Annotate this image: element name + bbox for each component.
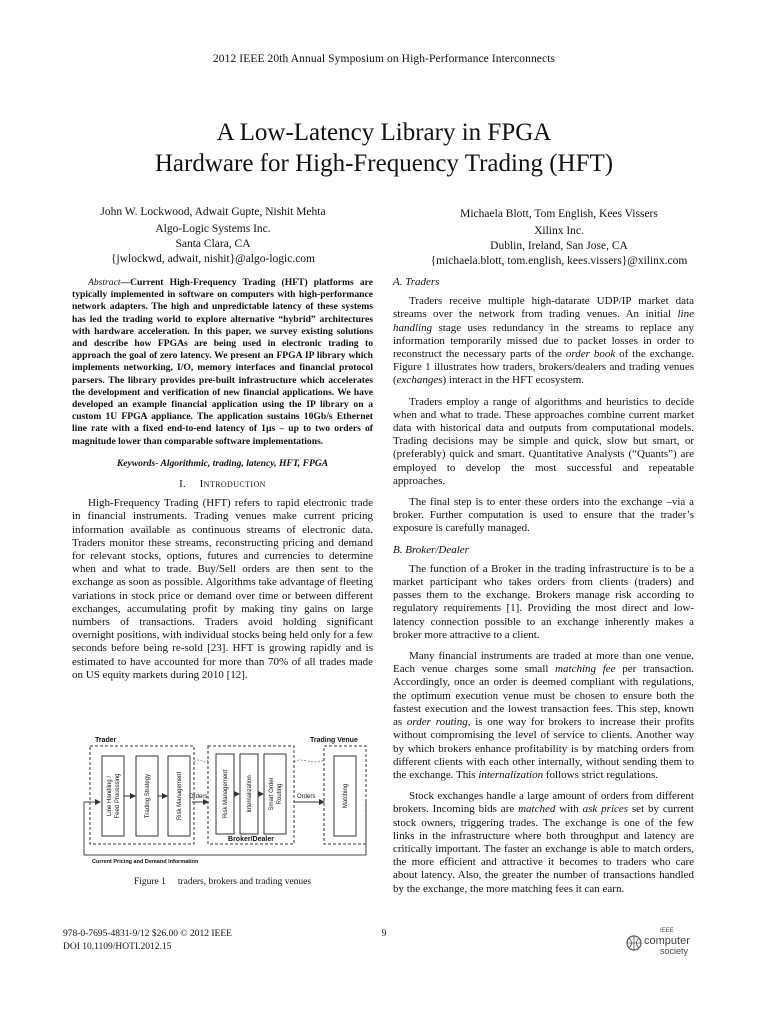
author-names: Michaela Blott, Tom English, Kees Vissers: [460, 208, 658, 220]
paragraph: [393, 295, 694, 387]
keywords: Keywords- Algorithmic, trading, latency, HFT, FPGA: [116, 457, 329, 469]
text-run: ) interact in the HFT ecosystem.: [442, 374, 585, 387]
author-email: {michaela.blott, tom.english, kees.vissers}@xilinx.com: [430, 255, 688, 267]
author-location: Santa Clara, CA: [175, 238, 251, 250]
title-line-2: Hardware for High-Frequency Trading (HFT): [154, 150, 614, 177]
block-label: Line Handling /: [107, 775, 113, 817]
text-run: of the exchange. Figure 1 illustrates how traders, brokers/dealers and trading venues (: [393, 348, 694, 387]
emphasis: matching fee: [555, 663, 616, 676]
emphasis: line handling: [393, 308, 694, 334]
figure-1-caption: [72, 877, 373, 887]
text-run: per transaction. Accordingly, once an order is deemed compliant with regulations, the optimum execution venue must be chosen to ensure both the fastest execution and the lowest transaction fees. This step, known as: [393, 663, 694, 729]
block-label: Matching: [343, 783, 349, 809]
block-label: Smart Order: [269, 777, 275, 811]
section-number: I.: [179, 478, 186, 491]
author-email: {jwlockwd, adwait, nishit}@algo-logic.com: [111, 253, 315, 265]
figure-1-diagram: [80, 732, 376, 866]
emphasis: ask prices: [582, 803, 629, 816]
right-column: [393, 276, 694, 904]
footer-left: [63, 928, 232, 954]
emphasis: matched: [518, 803, 556, 816]
logo-computer: computer: [644, 935, 690, 947]
figure-caption-text: traders, brokers and trading venues: [177, 877, 312, 887]
author-location: Dublin, Ireland, San Jose, CA: [490, 240, 628, 252]
author-org: Algo-Logic Systems Inc.: [155, 223, 271, 235]
conference-header: 2012 IEEE 20th Annual Symposium on High-Performance Interconnects: [212, 53, 556, 65]
doi: DOI 10.1109/HOTI.2012.15: [63, 942, 172, 952]
author-names: John W. Lockwood, Adwait Gupte, Nishit Mehta: [100, 206, 326, 218]
abstract-text: —Current High-Frequency Trading (HFT) platforms are typically implemented in software on computers with high-performance network adapters. The high and unpredictable latency of these systems has led the trading world to explore alternative “hybrid” architectures with hardware acceleration. In this paper, we survey existing solutions and describe how FPGAs are being used in electronic trading to approach the goal of zero latency. We present an FPGA IP library which implements networking, I/O, memory interfaces and financial protocol parsers. The library provides pre-built infrastructure which accelerates the development and verification of new financial applications. We have developed an example financial application using the IP library on a custom 1U FPGA appliance. The application sustains 10Gb/s Ethernet line rate with a fixed end-to-end latency of 1µs – up to two orders of magnitude lower than comparable software implementations.: [72, 277, 373, 447]
intro-paragraph: High-Frequency Trading (HFT) refers to rapid electronic trade in financial instruments. Trading venues make current pricing information available as continuous streams of electronic data. Traders monitor these streams, reconstructing pricing and demand for relevant stocks, options, futures and currencies to determine when and what to trade. Buy/Sell orders are then sent to the exchange as soon as possible. Algorithms take advantage of fleeting variations in stock price or demand over time or between different exchanges, accumulating profit by making tiny gains on large numbers of transactions. Traders avoid holding significant overnight positions, with individual stocks being held only for a few seconds before being re-sold [23]. HFT is growing rapidly and is estimated to have accounted for more than 70% of all trades made on US equity markets during 2010 [12].: [72, 497, 373, 681]
block-label: Risk Management: [177, 771, 183, 821]
broker-label: Broker/Dealer: [228, 836, 274, 843]
text-run: , is one way for brokers to increase their profits without compromising the level of service to clients. Another way by which brokers enhance profitability is by matching orders from different clients with each other internally, without sending them to the exchange. This: [393, 716, 695, 781]
text-run: set by current stock owners, triggering trades. The exchange is one of the few links in the infrastructure where both throughput and latency are critically important. The faster an exchange is able to match orders, the more efficient and attractive it becomes to traders who care about latency. Also, the greater the number of transactions handled by the exchange, the more matching fees it can earn.: [393, 803, 694, 895]
text-run: Many financial instruments are traded at more than one venue. Each venue charges some small: [393, 650, 694, 676]
emphasis: internalization: [478, 768, 544, 781]
paragraph: The final step is to enter these orders into the exchange –via a broker. Further computation is used to ensure that the trader’s exposure is carefully managed.: [393, 496, 694, 535]
title-line-1: A Low-Latency Library in FPGA: [216, 119, 552, 146]
text-run: follows strict regulations.: [543, 768, 658, 781]
section-heading: [72, 478, 373, 491]
paragraph: Traders employ a range of algorithms and heuristics to decide when and what to trade. These approaches combine current market data with historical data and outputs from computational models. Trading decisions may be simple and quick, slow but smart, or (preferably) quick and smart. Quantitative Analysts (“Quants”) are employed to develop the most successful and repeatable approaches.: [393, 395, 694, 487]
text-run: stage uses redundancy in the streams to replace any information temporarily missed due to packet losses in order to reconstruct the necessary parts of the: [393, 321, 694, 361]
flow-curve: [294, 760, 324, 762]
block-label: Trading Strategy: [145, 773, 151, 819]
figure-number: Figure 1: [133, 877, 166, 887]
text-run: Traders receive multiple high-datarate UDP/IP market data streams over the network from trading venues. An initial: [393, 295, 694, 321]
text-run: Stock exchanges handle a large amount of orders from different brokers. Incoming bids are: [393, 790, 694, 816]
abstract-label: Abstract: [88, 277, 121, 288]
subsection-traders: A. Traders: [393, 276, 440, 288]
block-label: Internalization: [247, 775, 253, 813]
authors-left: [48, 205, 378, 267]
logo-icon: [620, 924, 710, 958]
section-title: Introduction: [199, 478, 266, 491]
page-number: 9: [381, 929, 387, 939]
paragraph: [393, 650, 694, 782]
pricing-label: Current Pricing and Demand Information: [92, 859, 199, 865]
subsection-broker: B. Broker/Dealer: [393, 543, 469, 556]
emphasis: exchanges: [396, 374, 443, 387]
orders-label: Orders: [297, 794, 316, 800]
trader-label: Trader: [95, 737, 117, 744]
isbn: 978-0-7695-4831-9/12 $26.00 © 2012 IEEE: [63, 929, 232, 939]
logo-society: society: [660, 946, 689, 956]
orders-label: Orders: [189, 794, 208, 800]
block-label: Risk Management: [223, 769, 229, 819]
left-column: [72, 277, 373, 690]
paragraph: [393, 790, 694, 896]
flow-curve: [194, 760, 208, 762]
venue-label: Trading Venue: [310, 737, 358, 744]
block-label: Feed Processing: [115, 773, 121, 819]
logo-ieee: IEEE: [660, 928, 674, 934]
authors-right: [396, 207, 722, 269]
ieee-computer-society-logo: [620, 924, 710, 958]
paragraph: The function of a Broker in the trading infrastructure is to be a market participant who takes orders from clients (traders) and passes them to the exchange. Brokers manage risk according to regulatory requirements [1]. Providing the most direct and low-latency connection possible to an exchange inherently makes a broker more attractive to a client.: [393, 562, 694, 641]
author-org: Xilinx Inc.: [534, 225, 584, 237]
abstract: [72, 277, 373, 448]
paper-title: [60, 117, 708, 179]
emphasis: order routing: [406, 716, 468, 729]
emphasis: order book: [565, 348, 616, 361]
text-run: with: [555, 803, 583, 816]
block-label: Routing: [277, 783, 283, 805]
